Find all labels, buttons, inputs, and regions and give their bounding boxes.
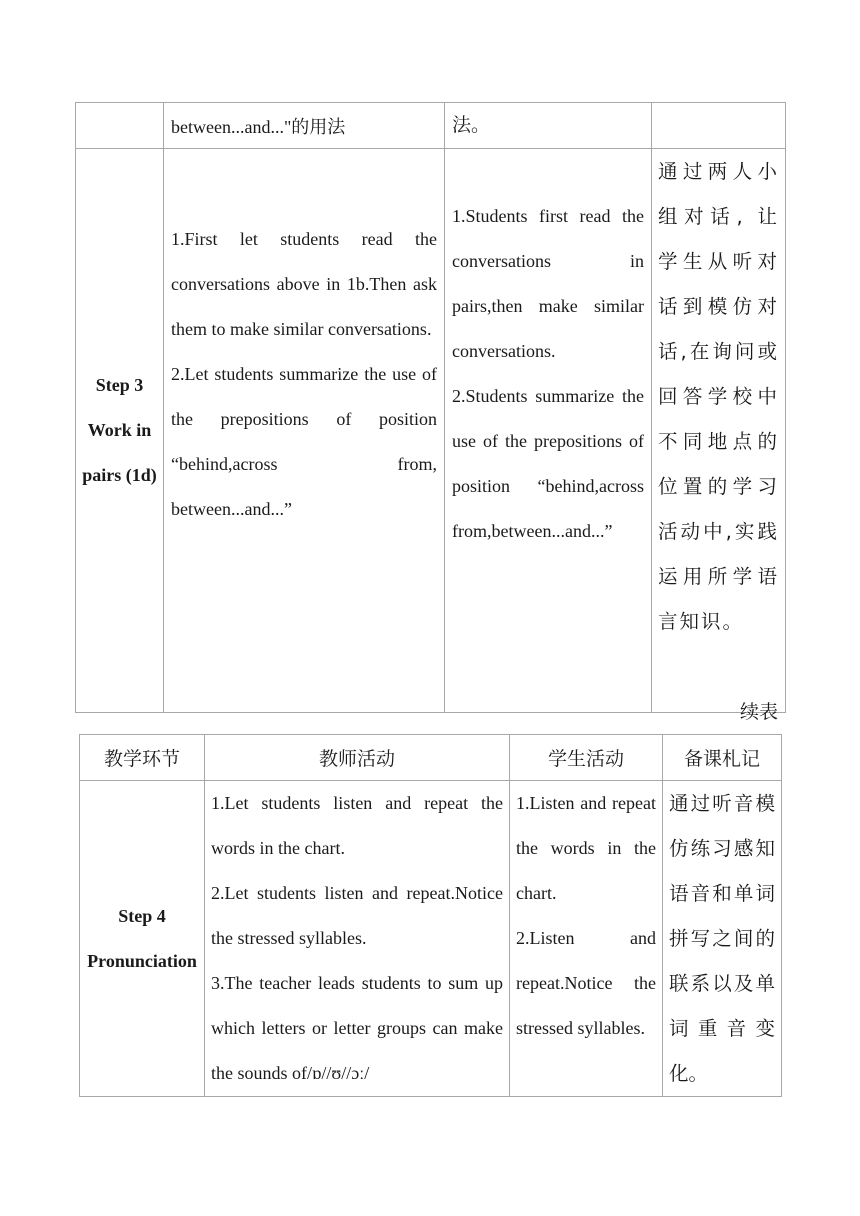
lesson-table-continued	[75, 102, 786, 713]
teacher-activity-item: 2.Let students listen and repeat.Notice the stressed syllables.	[211, 883, 503, 948]
table-row	[76, 103, 786, 149]
step-title-line1: Work in	[87, 420, 152, 440]
student-activity-cell	[510, 781, 663, 1097]
column-header: 学生活动	[510, 735, 663, 781]
step-title: Pronunciation	[87, 950, 197, 971]
student-activity-cell	[445, 103, 652, 149]
column-header: 备课札记	[663, 735, 782, 781]
student-activity-item: 2.Students summarize the use of the prepositions of position “behind,across from,between...and...”	[452, 386, 644, 541]
column-header: 教学环节	[80, 735, 205, 781]
student-activity-item: 2.Listen and repeat.Notice the stressed syllables.	[516, 928, 656, 1038]
teacher-activity-text: between...and..."的用法	[171, 116, 346, 137]
step-cell	[76, 103, 164, 149]
teacher-activity-cell	[164, 149, 445, 713]
teacher-activity-item: 3.The teacher leads students to sum up which letters or letter groups can make the sounds of/ɒ//ʊ//ɔː/	[211, 973, 503, 1083]
table-row	[76, 149, 786, 713]
student-activity-item: 1.Students first read the conversations in pairs,then make similar conversations.	[452, 206, 644, 361]
notes-cell	[663, 781, 782, 1097]
table-header-row	[80, 735, 782, 781]
step-title-line2: pairs (1d)	[82, 465, 157, 485]
step-number: Step 3	[95, 375, 144, 395]
table-row	[80, 781, 782, 1097]
notes-cell	[652, 149, 786, 713]
step-cell	[80, 781, 205, 1097]
notes-text: 通过听音模仿练习感知语音和单词拼写之间的联系以及单词重音变化。	[669, 792, 775, 1085]
student-activity-item: 1.Listen and repeat the words in the chart.	[516, 793, 656, 903]
student-activity-cell	[445, 149, 652, 713]
teacher-activity-cell	[205, 781, 510, 1097]
lesson-table	[79, 734, 782, 1097]
notes-cell	[652, 103, 786, 149]
notes-text: 通过两人小组对话, 让学生从听对话到模仿对话,在询问或回答学校中不同地点的位置的学习活动中,实践运用所学语言知识。	[658, 160, 779, 633]
step-cell	[76, 149, 164, 713]
step-number: Step 4	[118, 905, 166, 926]
column-header: 教师活动	[205, 735, 510, 781]
student-activity-text: 法。	[452, 114, 491, 136]
teacher-activity-item: 2.Let students summarize the use of the prepositions of position “behind,across from, between...and...”	[171, 364, 437, 519]
teacher-activity-item: 1.Let students listen and repeat the words in the chart.	[211, 793, 503, 858]
teacher-activity-item: 1.First let students read the conversations above in 1b.Then ask them to make similar conversations.	[171, 229, 437, 339]
continued-label: 续表	[739, 701, 778, 723]
teacher-activity-cell	[164, 103, 445, 149]
